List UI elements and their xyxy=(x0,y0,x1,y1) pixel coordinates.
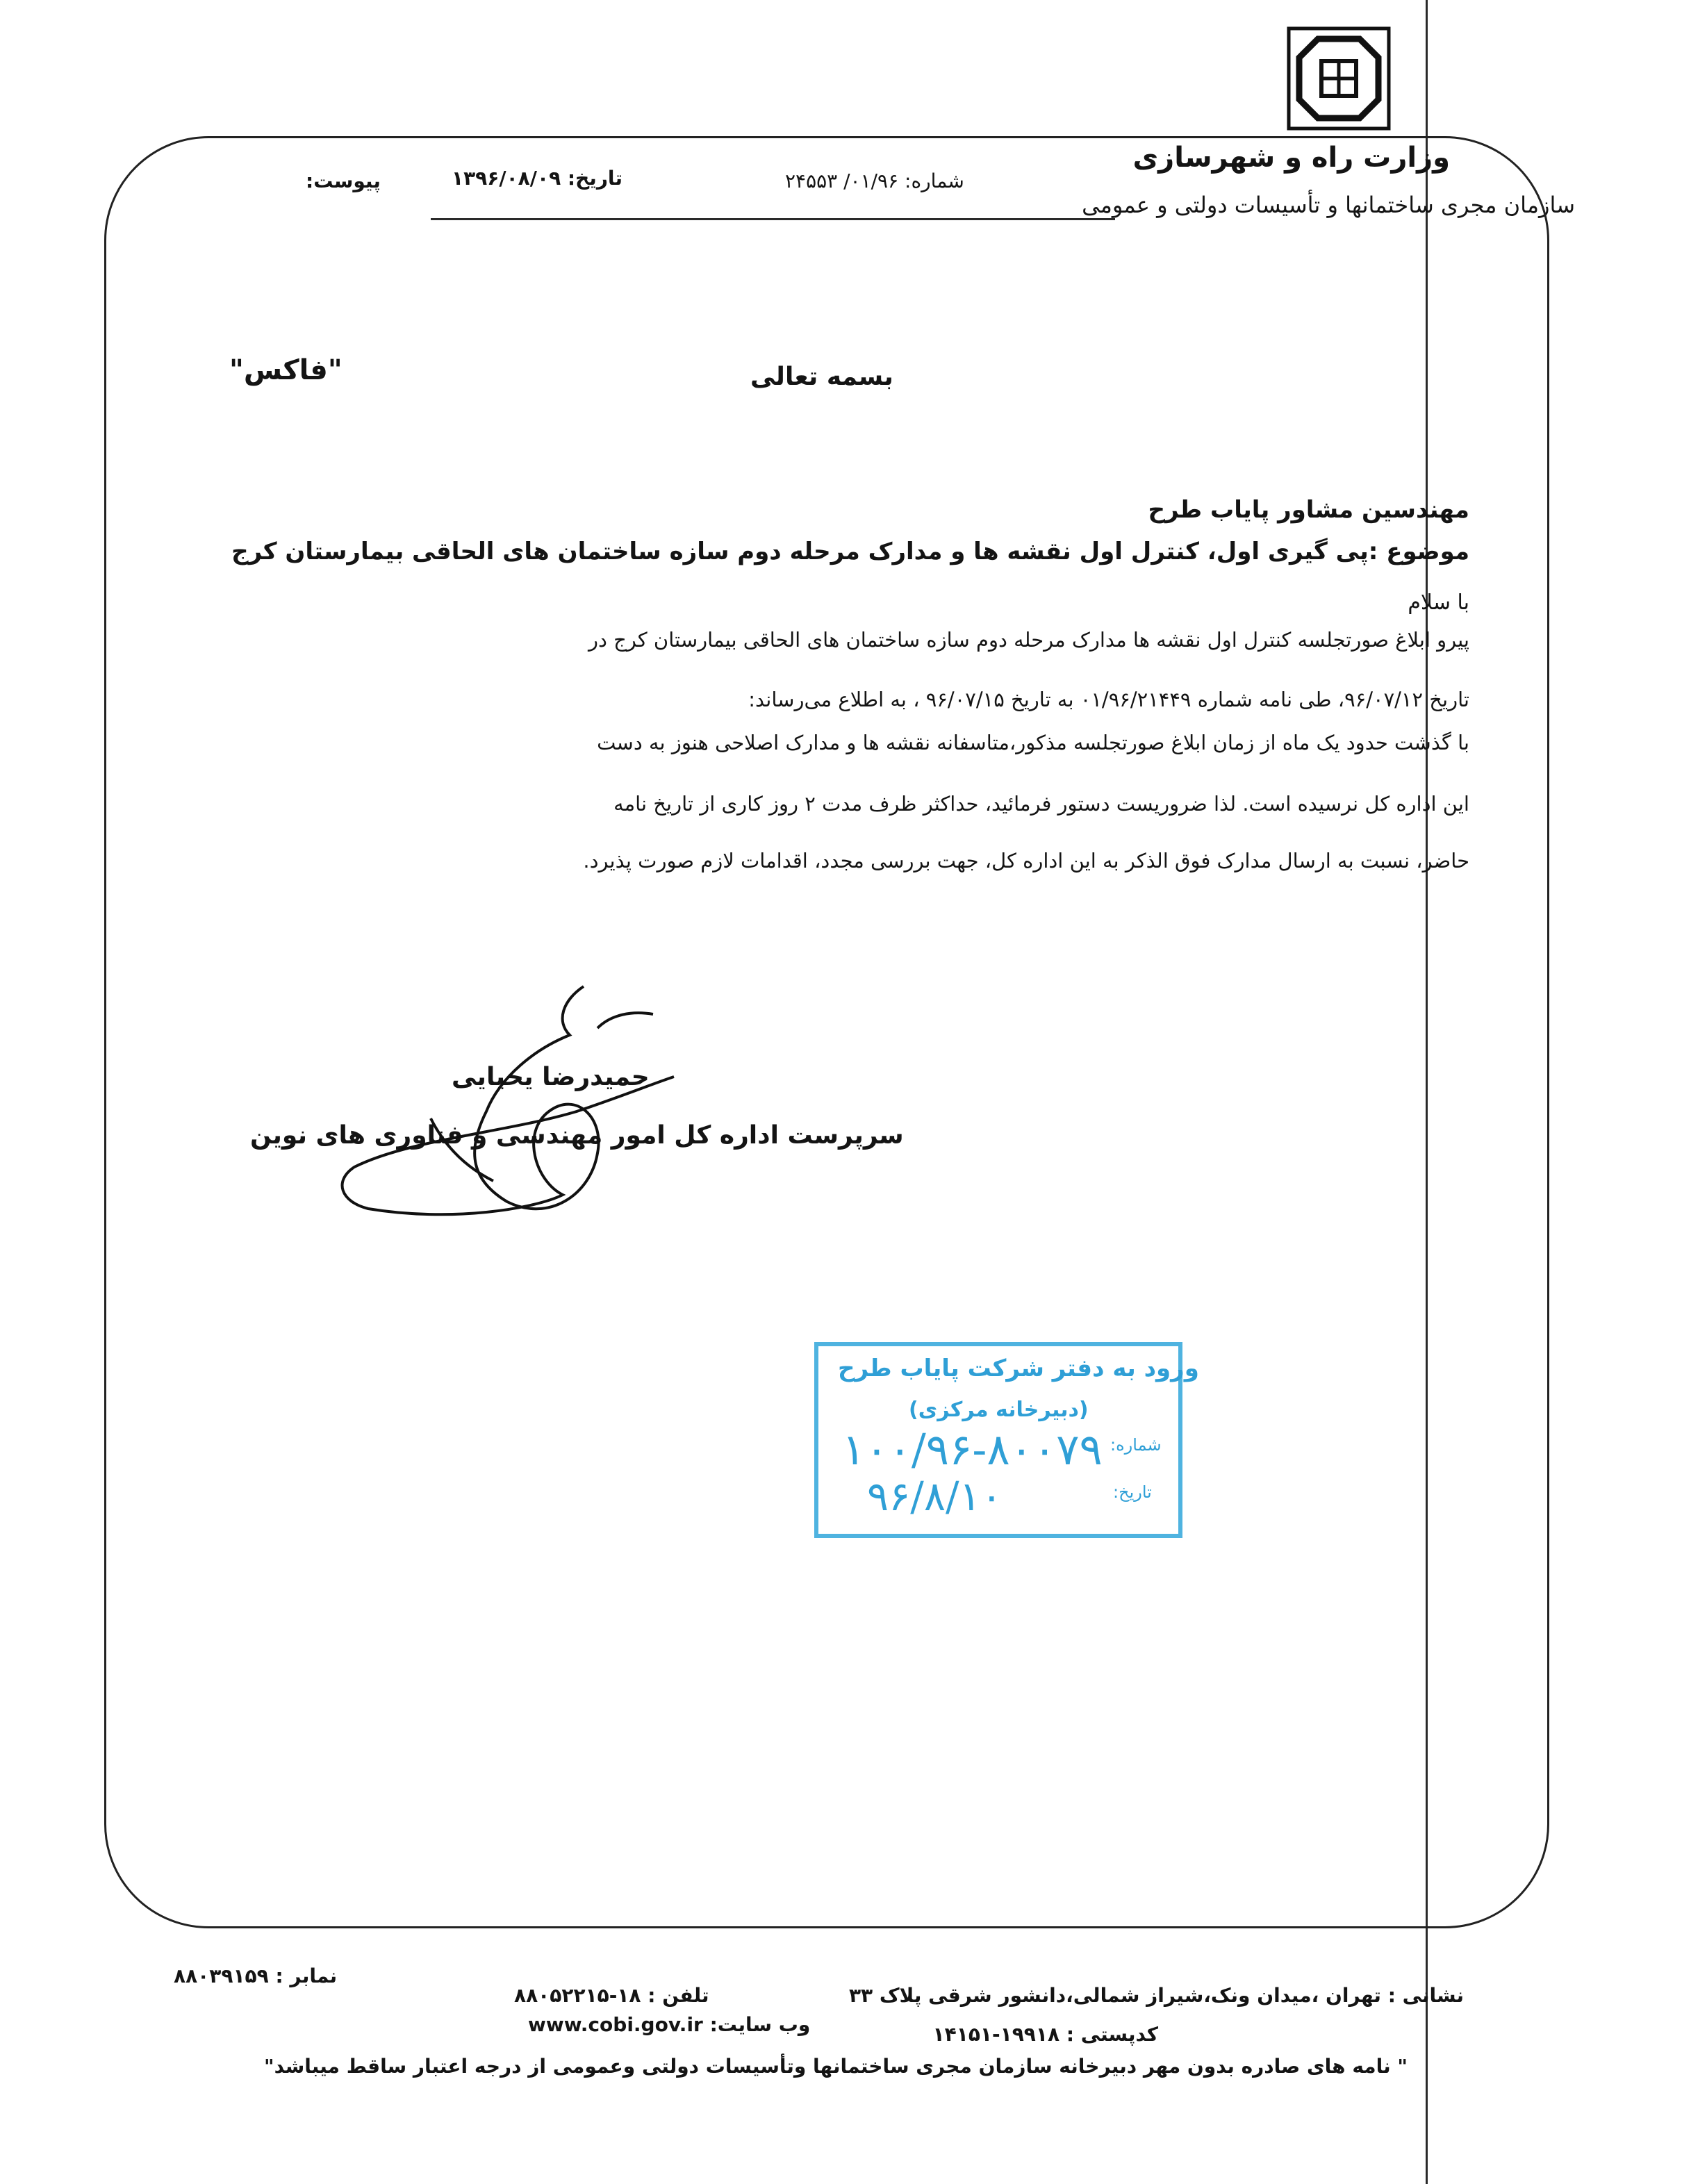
receipt-stamp xyxy=(814,1342,1199,1538)
footer-website-link[interactable]: www.cobi.gov.ir xyxy=(528,2013,703,2036)
letter-frame xyxy=(104,136,1549,1928)
footer-fax: نمابر : ۸۸۰۳۹۱۵۹ xyxy=(174,1964,338,1987)
stamp-subtitle: (دبیرخانه مرکزی) xyxy=(909,1398,1089,1422)
stamp-number-value: ۱۰۰/۹۶-۸۰۰۷۹ xyxy=(842,1424,1103,1475)
footer-address: نشانی : تهران ،میدان ونک،شیراز شمالی،دانشور شرقی پلاک ۳۳ xyxy=(848,1984,1464,2007)
footer-website xyxy=(528,2013,810,2036)
fax-label: "فاکس" xyxy=(229,354,343,386)
ministry-name: وزارت راه و شهرسازی xyxy=(1132,142,1450,174)
body-line: این اداره کل نرسیده است. لذا ضروریست دستور فرمائید، حداکثر ظرف مدت ۲ روز کاری از تاریخ نامه xyxy=(613,792,1469,816)
body-line: با گذشت حدود یک ماه از زمان ابلاغ صورتجلسه مذکور،متاسفانه نقشه ها و مدارک اصلاحی هنوز به دست xyxy=(597,731,1469,754)
stamp-title: ورود به دفتر شرکت پایاب طرح xyxy=(838,1355,1199,1382)
invocation: بسمه تعالی xyxy=(750,363,893,391)
greeting: با سلام xyxy=(1408,590,1469,615)
footer-phone: تلفن : ۱۸-۸۸۰۵۲۲۱۵ xyxy=(514,1984,709,2007)
subject: موضوع :پی گیری اول، کنترل اول نقشه ها و مدارک مرحله دوم سازه ساختمان های الحاقی بیمارستان کرج xyxy=(231,538,1469,565)
organization-name: سازمان مجری ساختمانها و تأسیسات دولتی و عمومی xyxy=(1082,192,1575,218)
footer-website-label: وب سایت: xyxy=(709,2013,811,2036)
signatory-name: حمیدرضا یحیایی xyxy=(452,1063,650,1091)
ministry-logo-icon xyxy=(1287,26,1391,131)
stamp-number-label: شماره: xyxy=(1110,1435,1162,1455)
body-line: تاریخ ۹۶/۰۷/۱۲، طی نامه شماره ۰۱/۹۶/۲۱۴۴۹ به تاریخ ۹۶/۰۷/۱۵ ، به اطلاع می‌رساند: xyxy=(748,688,1469,711)
letter-date-label: تاریخ: xyxy=(567,167,622,190)
signatory-title: سرپرست اداره کل امور مهندسی و فناوری های نوین xyxy=(250,1121,904,1150)
footer-postal-code: کدپستی : ۱۹۹۱۸-۱۴۱۵۱ xyxy=(932,2023,1158,2046)
letter-date-value: ۱۳۹۶/۰۸/۰۹ xyxy=(452,167,561,190)
handwritten-signature xyxy=(327,973,688,1250)
body-line: پیرو ابلاغ صورتجلسه کنترل اول نقشه ها مدارک مرحله دوم سازه ساختمان های الحاقی بیمارستان کرج در xyxy=(588,628,1469,652)
letter-number-value: ۰۱/۹۶/ ۲۴۵۵۳ xyxy=(785,169,899,192)
body-line: حاضر، نسبت به ارسال مدارک فوق الذکر به این اداره کل، جهت بررسی مجدد، اقدامات لازم صورت پذیرد. xyxy=(583,849,1469,872)
footer-validity-note: " نامه های صادره بدون مهر دبیرخانه سازمان مجری ساختمانها وتأسیسات دولتی وعمومی از درجه اعتبار ساقط میباشد" xyxy=(264,2055,1408,2078)
stamp-date-label: تاریخ: xyxy=(1113,1482,1152,1502)
stamp-date-value: ۹۶/۸/۱۰ xyxy=(867,1473,1003,1520)
letter-attachment: پیوست: xyxy=(306,169,381,192)
recipient: مهندسین مشاور پایاب طرح xyxy=(1148,496,1469,524)
letter-number-label: شماره: xyxy=(905,169,964,192)
